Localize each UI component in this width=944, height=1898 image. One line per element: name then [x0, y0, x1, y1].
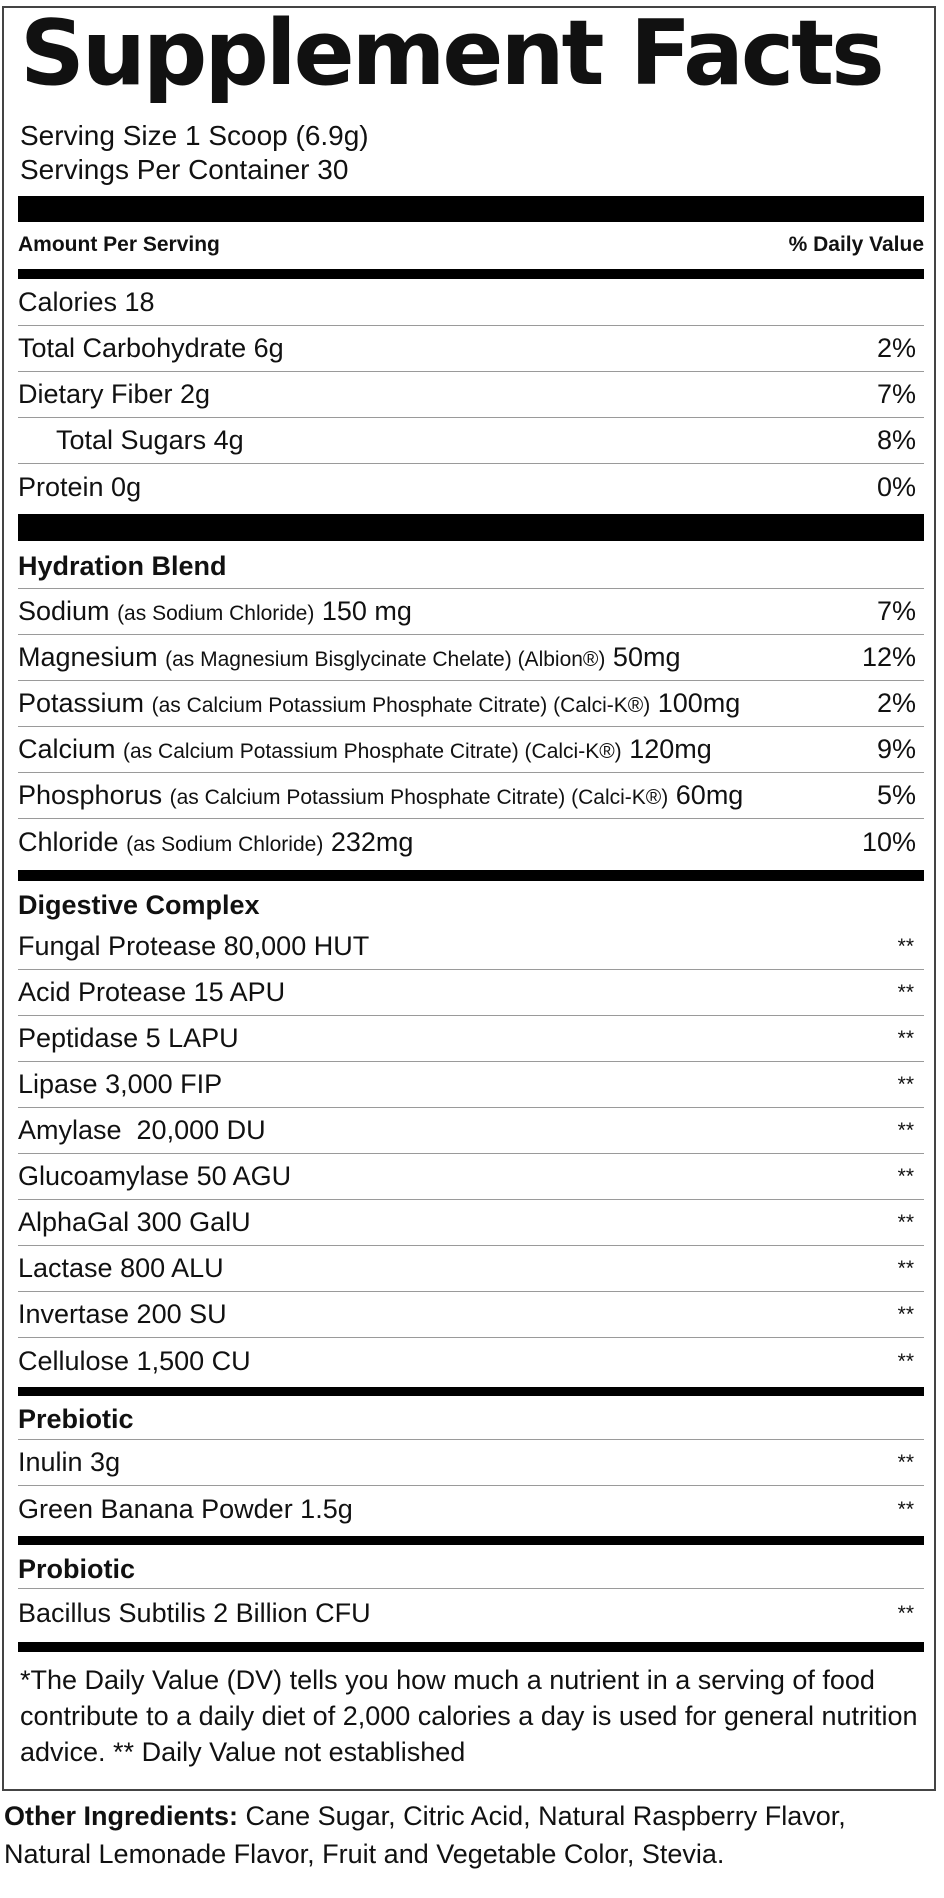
medium-divider [18, 1536, 924, 1545]
medium-divider [18, 269, 924, 279]
mineral-dv: 10% [861, 826, 916, 857]
nutrient-dv: 8% [876, 425, 916, 455]
prebiotic-heading: Prebiotic [18, 1404, 134, 1434]
enzyme-row [18, 1016, 924, 1062]
mineral-amount: 60mg [675, 780, 744, 810]
enzyme-dv: ** [897, 1027, 914, 1050]
enzyme-dv: ** [897, 1349, 914, 1373]
enzyme-name: Peptidase 5 LAPU [18, 1023, 239, 1053]
mineral-row [18, 635, 924, 681]
digestive-complex-heading: Digestive Complex [18, 890, 260, 920]
mineral-dv: 12% [861, 642, 916, 672]
probiotic-name: Bacillus Subtilis 2 Billion CFU [18, 1597, 371, 1628]
mineral-amount: 100mg [657, 688, 741, 718]
enzyme-dv: ** [897, 1303, 914, 1326]
thick-divider [18, 514, 924, 541]
other-ingredients-text: Cane Sugar, Citric Acid, Natural Raspberry Flavor, Natural Lemonade Flavor, Fruit and Vegetable Color, Stevia. [4, 1801, 846, 1869]
mineral-name: Potassium [18, 688, 145, 718]
thin-divider [18, 1588, 924, 1589]
enzyme-row [18, 1108, 924, 1154]
mineral-row [18, 681, 924, 727]
enzyme-name: Fungal Protease 80,000 HUT [18, 931, 370, 961]
mineral-source: (as Calcium Potassium Phosphate Citrate) (Calci-K®) [151, 694, 651, 717]
nutrient-name: Calories 18 [18, 287, 155, 317]
enzyme-dv: ** [897, 1073, 914, 1096]
serving-size: Serving Size 1 Scoop (6.9g) [20, 120, 369, 151]
mineral-amount: 50mg [612, 642, 681, 672]
mineral-dv: 5% [876, 780, 916, 810]
mineral-row [18, 773, 924, 819]
enzyme-row [18, 1154, 924, 1200]
enzyme-name: AlphaGal 300 GalU [18, 1207, 251, 1237]
nutrient-row [18, 418, 924, 464]
mineral-source: (as Sodium Chloride) [126, 832, 324, 856]
enzyme-row [18, 1338, 924, 1384]
mineral-amount: 120mg [629, 734, 712, 764]
mineral-source: (as Calcium Potassium Phosphate Citrate) (Calci-K®) [169, 786, 669, 809]
enzyme-dv: ** [897, 1211, 914, 1234]
enzyme-row [18, 1246, 924, 1292]
enzyme-dv: ** [897, 1119, 914, 1142]
probiotic-dv: ** [897, 1601, 914, 1625]
mineral-amount: 232mg [330, 826, 414, 857]
medium-divider [18, 1387, 924, 1396]
mineral-dv: 7% [876, 596, 916, 626]
prebiotic-name: Green Banana Powder 1.5g [18, 1493, 353, 1524]
hydration-blend-heading: Hydration Blend [18, 551, 227, 581]
mineral-name: Sodium [18, 596, 110, 626]
nutrient-row [18, 280, 924, 326]
enzyme-dv: ** [897, 1165, 914, 1188]
enzyme-name: Acid Protease 15 APU [18, 977, 286, 1007]
enzyme-dv: ** [897, 935, 914, 958]
nutrient-row [18, 372, 924, 418]
mineral-name: Magnesium [18, 642, 158, 672]
nutrient-name: Dietary Fiber 2g [18, 379, 211, 409]
nutrient-row [18, 464, 924, 510]
mineral-row [18, 727, 924, 773]
other-ingredients [4, 1797, 940, 1873]
enzyme-name: Cellulose 1,500 CU [18, 1345, 251, 1376]
nutrient-name: Total Carbohydrate 6g [18, 333, 284, 363]
prebiotic-dv: ** [897, 1451, 914, 1474]
mineral-row [18, 819, 924, 865]
mineral-source: (as Calcium Potassium Phosphate Citrate) (Calci-K®) [123, 740, 622, 763]
enzyme-name: Lipase 3,000 FIP [18, 1069, 223, 1099]
enzyme-name: Amylase 20,000 DU [18, 1115, 266, 1145]
mineral-dv: 2% [876, 688, 916, 718]
column-header [18, 233, 924, 257]
enzyme-row [18, 1062, 924, 1108]
prebiotic-dv: ** [897, 1497, 914, 1521]
prebiotic-row [18, 1440, 924, 1486]
medium-divider [18, 870, 924, 881]
mineral-amount: 150 mg [321, 596, 412, 626]
enzyme-name: Invertase 200 SU [18, 1299, 227, 1329]
supplement-facts-panel [2, 1, 936, 1791]
daily-value-footnote: *The Daily Value (DV) tells you how much a nutrient in a serving of food contribute to a daily diet of 2,000 calories a day is used for general nutrition advice. ** Daily Value not established [20, 1665, 918, 1767]
daily-value-heading: % Daily Value [788, 233, 924, 256]
thick-divider [18, 196, 924, 222]
probiotic-row [18, 1590, 924, 1636]
amount-per-serving-heading: Amount Per Serving [18, 233, 220, 256]
panel-title: Supplement Facts [20, 1, 882, 106]
nutrient-name: Protein 0g [18, 471, 142, 502]
mineral-dv: 9% [876, 734, 916, 764]
enzyme-row [18, 1292, 924, 1338]
prebiotic-row [18, 1486, 924, 1532]
other-ingredients-label: Other Ingredients: [4, 1801, 239, 1831]
mineral-source: (as Magnesium Bisglycinate Chelate) (Albion®) [165, 648, 606, 671]
enzyme-name: Glucoamylase 50 AGU [18, 1161, 292, 1191]
enzyme-row [18, 970, 924, 1016]
mineral-source: (as Sodium Chloride) [117, 602, 315, 625]
nutrient-dv: 0% [876, 471, 916, 502]
mineral-name: Phosphorus [18, 780, 163, 810]
prebiotic-name: Inulin 3g [18, 1447, 121, 1477]
medium-divider [18, 1642, 924, 1652]
probiotic-heading: Probiotic [18, 1554, 136, 1584]
mineral-name: Calcium [18, 734, 116, 764]
servings-per-container: Servings Per Container 30 [20, 154, 349, 185]
enzyme-dv: ** [897, 981, 914, 1004]
enzyme-row [18, 924, 924, 970]
enzyme-dv: ** [897, 1257, 914, 1280]
mineral-name: Chloride [18, 826, 119, 857]
mineral-row [18, 589, 924, 635]
nutrient-dv: 2% [876, 333, 916, 363]
nutrient-name: Total Sugars 4g [56, 425, 244, 455]
enzyme-name: Lactase 800 ALU [18, 1253, 224, 1283]
enzyme-row [18, 1200, 924, 1246]
nutrient-row [18, 326, 924, 372]
nutrient-dv: 7% [876, 379, 916, 409]
